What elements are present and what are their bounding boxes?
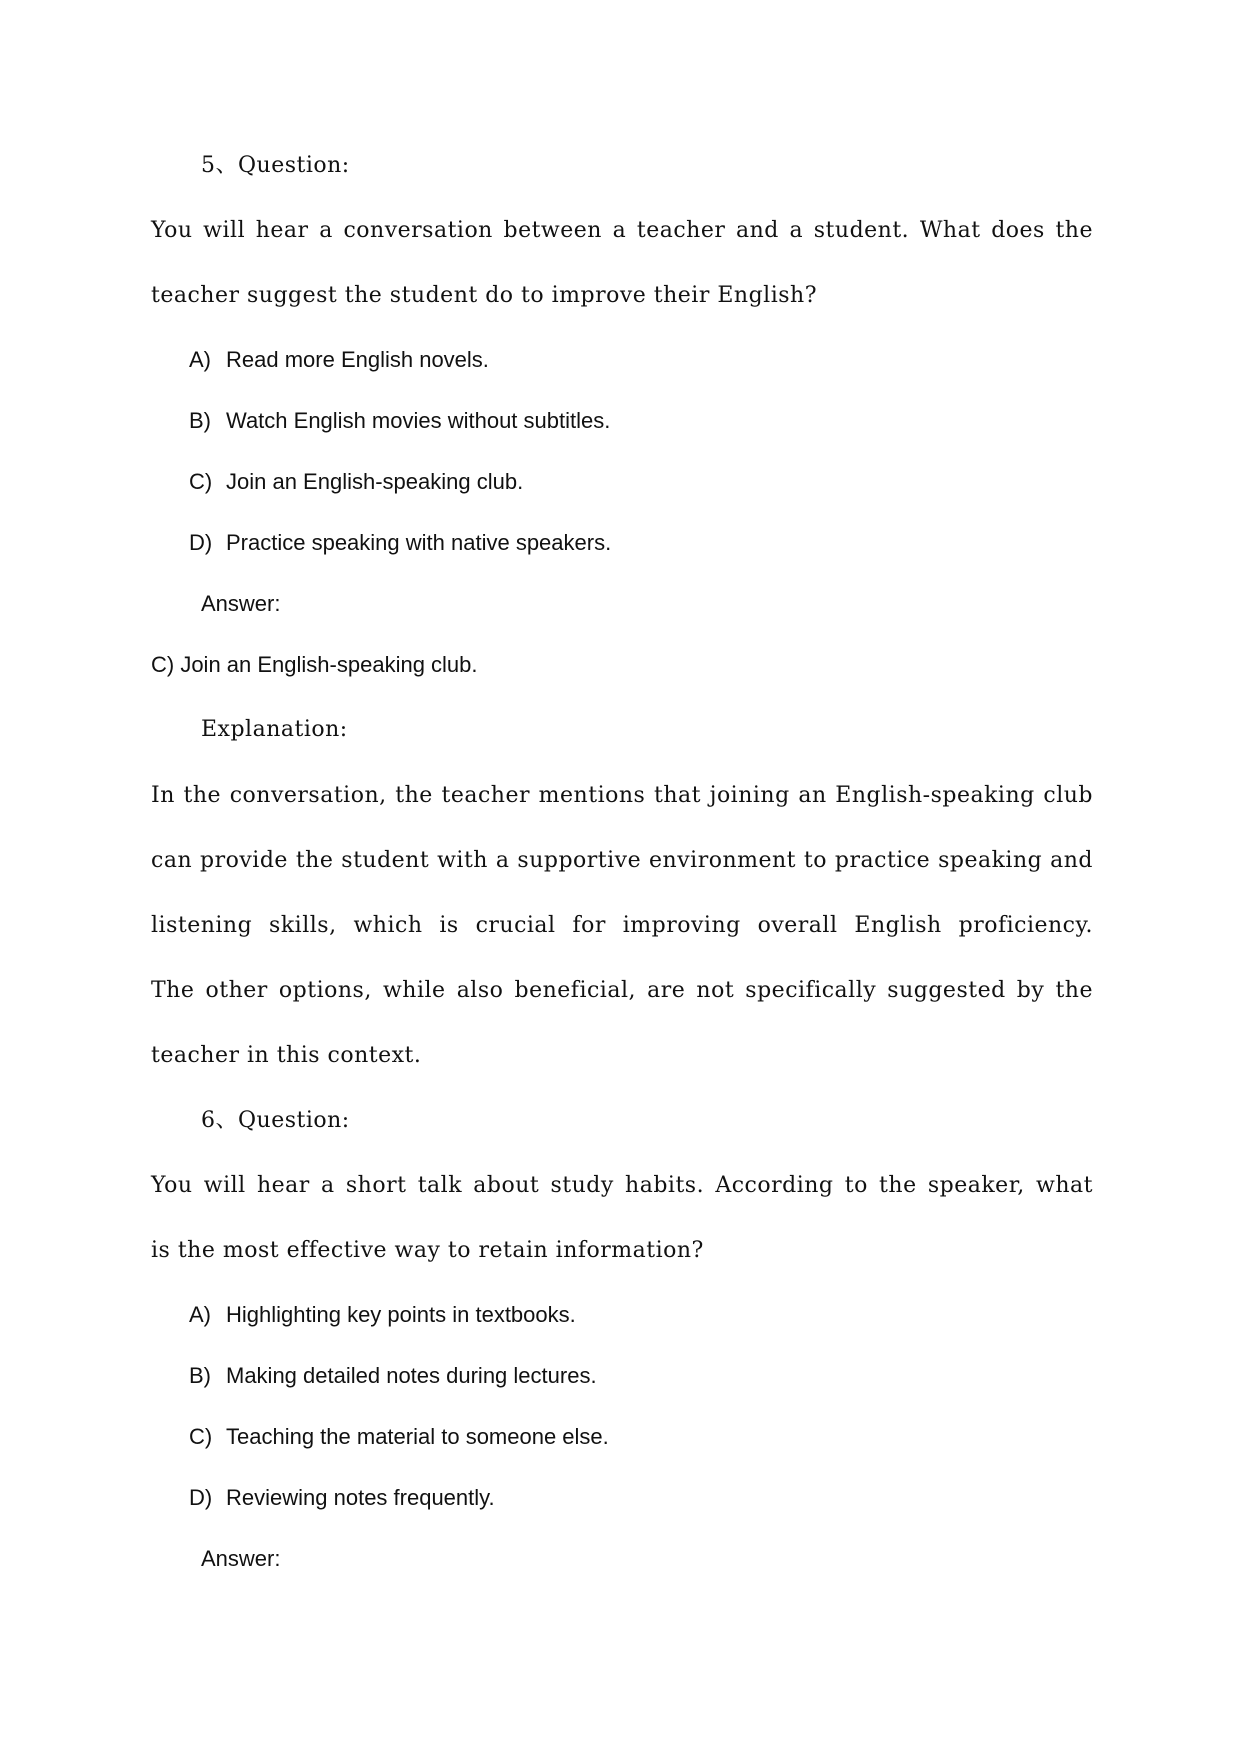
option-text: Read more English novels. bbox=[226, 347, 489, 372]
option-letter: A) bbox=[189, 1302, 211, 1327]
option-text: Join an English-speaking club. bbox=[226, 469, 524, 494]
option-letter: C) bbox=[189, 1424, 213, 1449]
option-letter: A) bbox=[189, 347, 211, 372]
option-text: Highlighting key points in textbooks. bbox=[226, 1302, 576, 1327]
question-5-heading: 5、Question: bbox=[201, 153, 350, 178]
question-5-answer: C) Join an English-speaking club. bbox=[151, 652, 478, 677]
option-letter: B) bbox=[189, 408, 211, 433]
question-5-stem-line-1: You will hear a conversation between a teacher and a student. What does the bbox=[151, 218, 1093, 243]
question-5-answer-label: Answer: bbox=[201, 591, 281, 616]
option-text: Teaching the material to someone else. bbox=[226, 1424, 609, 1449]
question-6-stem-line-2: is the most effective way to retain information? bbox=[151, 1238, 704, 1263]
question-6-answer-label: Answer: bbox=[201, 1546, 281, 1571]
question-5-explanation-label: Explanation: bbox=[201, 717, 348, 742]
option-letter: C) bbox=[189, 469, 213, 494]
option-letter: B) bbox=[189, 1363, 211, 1388]
explanation-line-5: teacher in this context. bbox=[151, 1043, 422, 1068]
explanation-line-4: The other options, while also beneficial, are not specifically suggested by the bbox=[151, 978, 1093, 1003]
explanation-line-3: listening skills, which is crucial for improving overall English proficiency. bbox=[151, 913, 1093, 938]
explanation-line-2: can provide the student with a supportive environment to practice speaking and bbox=[151, 848, 1093, 873]
question-5-stem-line-2: teacher suggest the student do to improve their English? bbox=[151, 283, 817, 308]
question-6-heading: 6、Question: bbox=[201, 1108, 350, 1133]
option-letter: D) bbox=[189, 530, 213, 555]
explanation-line-1: In the conversation, the teacher mentions that joining an English-speaking club bbox=[151, 783, 1093, 808]
question-6-stem-line-1: You will hear a short talk about study habits. According to the speaker, what bbox=[151, 1173, 1093, 1198]
option-letter: D) bbox=[189, 1485, 213, 1510]
option-text: Practice speaking with native speakers. bbox=[226, 530, 612, 555]
option-text: Reviewing notes frequently. bbox=[226, 1485, 495, 1510]
option-text: Making detailed notes during lectures. bbox=[226, 1363, 597, 1388]
option-text: Watch English movies without subtitles. bbox=[226, 408, 611, 433]
